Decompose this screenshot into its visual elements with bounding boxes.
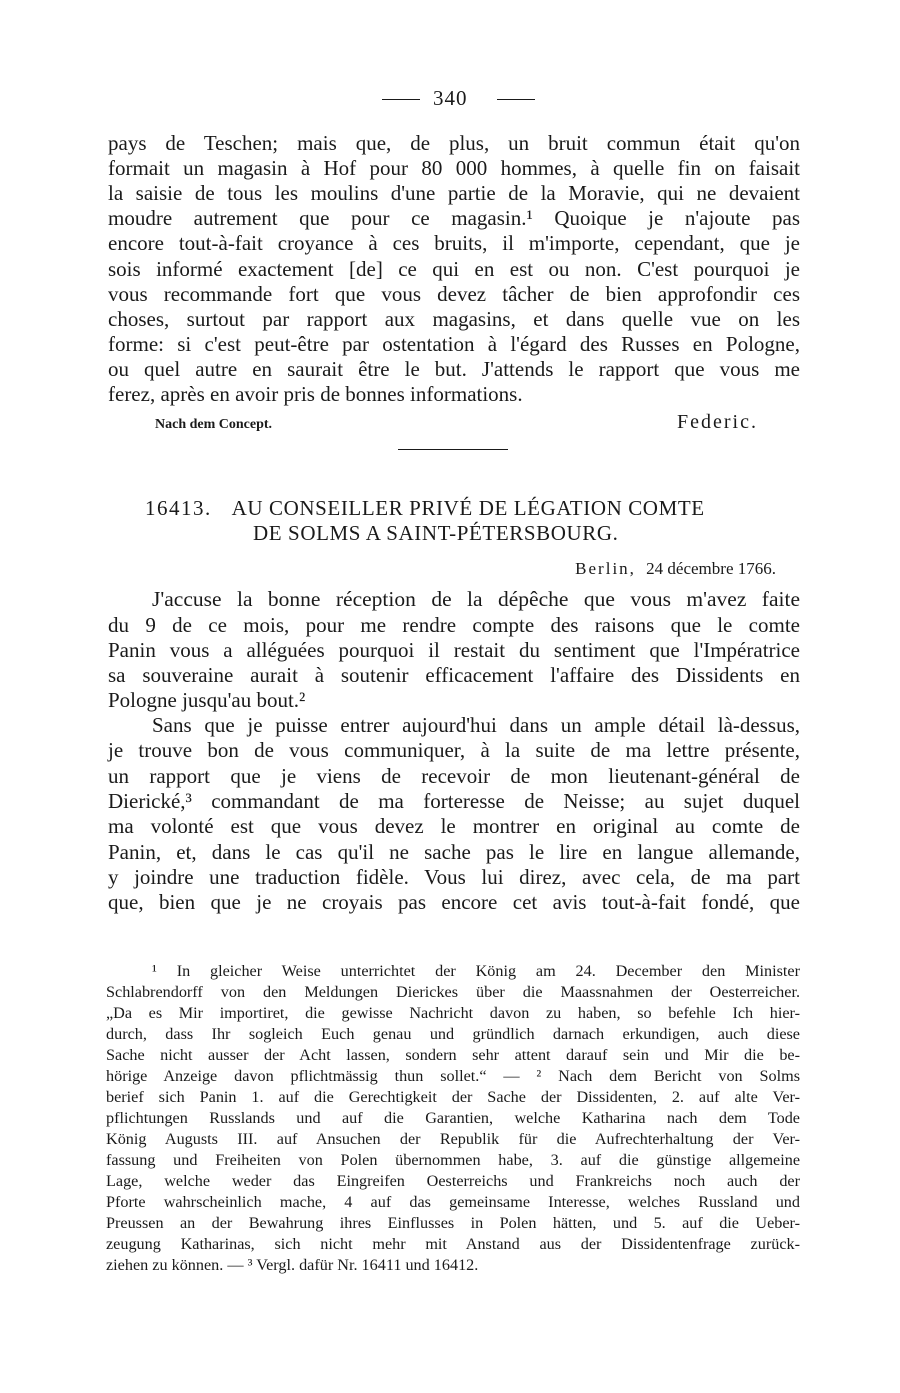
footnote-line: Sache nicht ausser der Acht lassen, sondern sehr attent darauf sein und Mir die be- (106, 1046, 800, 1064)
footnote-line: „Da es Mir importiret, die gewisse Nachricht davon zu haben, so befehle Ich hier- (106, 1004, 800, 1022)
dateline-place: Berlin, (575, 559, 636, 578)
text-line: un rapport que je viens de recevoir de mon lieutenant-général de (108, 764, 800, 788)
footnote-line: durch, dass Ihr sogleich Euch genau und gründlich darnach erkundigen, auch diese (106, 1025, 800, 1043)
footnote-line: berief sich Panin 1. auf die Gerechtigkeit der Sache der Dissidenten, 2. auf alte Ver- (106, 1088, 800, 1106)
text-line: forme: si c'est peut-être par ostentation à l'égard des Russes en Pologne, (108, 332, 800, 356)
dateline-date: 24 décembre 1766. (646, 559, 776, 578)
letter-recipient-line-2: DE SOLMS A SAINT-PÉTERSBOURG. (253, 521, 619, 545)
text-line: que, bien que je ne croyais pas encore cet avis tout-à-fait fondé, que (108, 890, 800, 914)
letter-number: 16413. (145, 496, 212, 520)
text-line: sa souveraine aurait à soutenir efficacement l'affaire des Dissidents en (108, 663, 800, 687)
footnote-line: Preussen an der Bewahrung ihres Einflusses in Polen hätten, und 5. auf die Ueber- (106, 1214, 800, 1232)
page-number-dash-left (382, 99, 420, 100)
signature: Federic. (677, 411, 758, 433)
text-line: vous recommande fort que vous devez tâcher de bien approfondir ces (108, 282, 800, 306)
footnote-line: hörige Anzeige davon pflichtmässig thun sollet.“ — ² Nach dem Bericht von Solms (106, 1067, 800, 1085)
text-line: Pologne jusqu'au bout.² (108, 688, 306, 712)
footnote-line: Pforte wahrscheinlich mache, 4 auf das gemeinsame Interesse, welches Russland und (106, 1193, 800, 1211)
footnote-line: König Augusts III. auf Ansuchen der Republik für die Aufrechterhaltung der Ver- (106, 1130, 800, 1148)
text-line: ma volonté est que vous devez le montrer en original au comte de (108, 814, 800, 838)
text-line: J'accuse la bonne réception de la dépêche que vous m'avez faite (152, 587, 800, 611)
text-line: sois informé exactement [de] ce qui en est ou non. C'est pourquoi je (108, 257, 800, 281)
text-line: Sans que je puisse entrer aujourd'hui dans un ample détail là-dessus, (152, 713, 800, 737)
text-line: du 9 de ce mois, pour me rendre compte des raisons que le comte (108, 613, 800, 637)
page-number-dash-right (497, 99, 535, 100)
letter-heading-line-1 (145, 496, 705, 521)
footnote-line: pflichtungen Russlands und auf die Garantien, welche Katharina nach dem Tode (106, 1109, 800, 1127)
page-number: 340 (433, 86, 468, 110)
text-line: Dierické,³ commandant de ma forteresse de Neisse; au sujet duquel (108, 789, 800, 813)
text-line: moudre autrement que pour ce magasin.¹ Quoique je n'ajoute pas (108, 206, 800, 230)
text-line: formait un magasin à Hof pour 80 000 hommes, à quelle fin on faisait (108, 156, 800, 180)
footnote-line: ziehen zu können. — ³ Vergl. dafür Nr. 16411 und 16412. (106, 1256, 479, 1274)
source-note: Nach dem Concept. (155, 417, 273, 432)
text-line: Panin vous a alléguées pourquoi il restait du sentiment que l'Impératrice (108, 638, 800, 662)
footnote-line: fassung und Freiheiten von Polen übernommen habe, 3. auf die günstige allgemeine (106, 1151, 800, 1169)
section-divider (398, 449, 508, 450)
text-line: pays de Teschen; mais que, de plus, un bruit commun était qu'on (108, 131, 800, 155)
footnote-line: ¹ In gleicher Weise unterrichtet der König am 24. December den Minister (152, 962, 800, 980)
text-line: je trouve bon de vous communiquer, à la suite de ma lettre présente, (108, 738, 800, 762)
text-line: y joindre une traduction fidèle. Vous lui direz, avec cela, de ma part (108, 865, 800, 889)
footnote-line: Lage, welche weder das Eingreifen Oesterreichs und Frankreichs noch auch der (106, 1172, 800, 1190)
footnote-line: Schlabrendorff von den Meldungen Dierickes über die Maassnahmen der Oesterreicher. (106, 983, 800, 1001)
letter-recipient-line-1: AU CONSEILLER PRIVÉ DE LÉGATION COMTE (231, 496, 705, 520)
dateline (575, 558, 776, 580)
footnote-line: zeugung Katharinas, sich nicht mehr mit Anstand aus der Dissidentenfrage zurück- (106, 1235, 800, 1253)
text-line: encore tout-à-fait croyance à ces bruits, il m'importe, cependant, que je (108, 231, 800, 255)
text-line: ou quel autre en saurait être le but. J'attends le rapport que vous me (108, 357, 800, 381)
text-line: Panin, et, dans le cas qu'il ne sache pas le lire en langue allemande, (108, 840, 800, 864)
text-line: choses, surtout par rapport aux magasins, et dans quelle vue on les (108, 307, 800, 331)
text-line: la saisie de tous les moulins d'une partie de la Moravie, qui ne devaient (108, 181, 800, 205)
text-line: ferez, après en avoir pris de bonnes informations. (108, 382, 523, 406)
